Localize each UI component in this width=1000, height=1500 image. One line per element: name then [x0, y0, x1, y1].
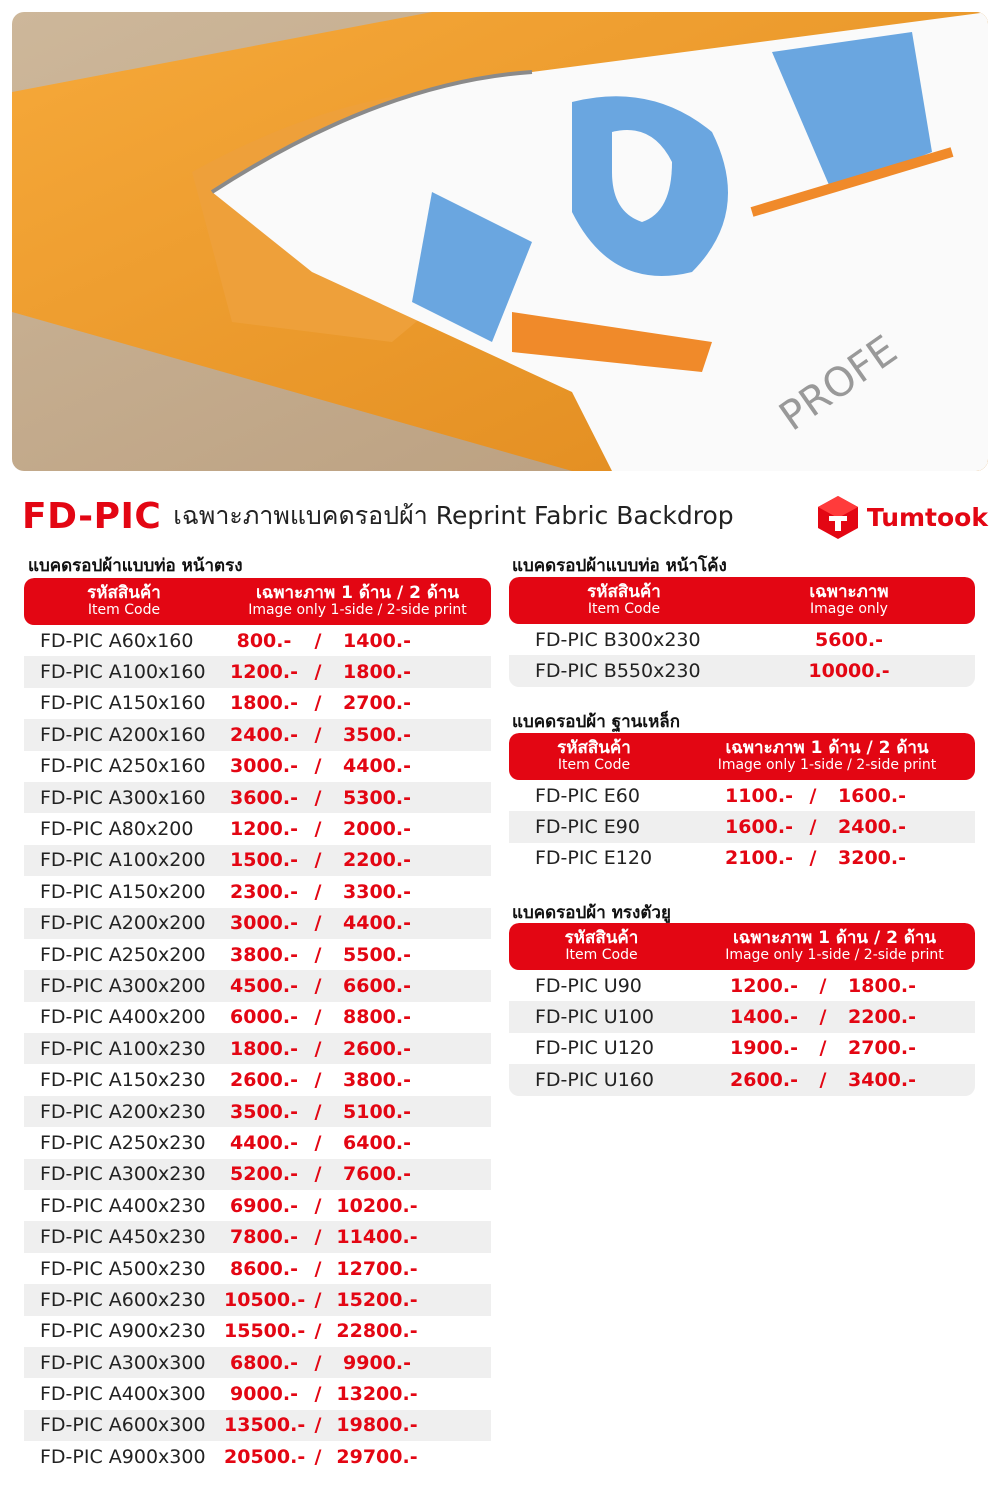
column-label: รหัสสินค้า [87, 583, 161, 604]
price-two-side: 5300.- [343, 786, 411, 809]
table-row [509, 970, 975, 1001]
item-code: FD-PIC A200x200 [40, 912, 206, 935]
brand-name: Tumtook [866, 502, 988, 532]
price-two-side: 3500.- [343, 723, 411, 746]
column-label: เฉพาะภาพ 1 ด้าน / 2 ด้าน [732, 928, 937, 949]
item-code: FD-PIC A100x160 [40, 661, 206, 684]
column-item-code [24, 578, 224, 625]
table-row [509, 811, 975, 842]
price-table-curved [509, 577, 975, 687]
item-code: FD-PIC A450x230 [40, 1226, 206, 1249]
table-header [509, 577, 975, 624]
price-one-side: 15500.- [224, 1320, 306, 1343]
item-code: FD-PIC A200x230 [40, 1100, 206, 1123]
price-one-side: 3600.- [230, 786, 298, 809]
item-code: FD-PIC B300x230 [535, 628, 701, 651]
table-body [24, 625, 491, 1473]
price-two-side: 6400.- [343, 1131, 411, 1154]
price-separator: / [314, 661, 322, 684]
price-separator: / [819, 1068, 827, 1091]
price-separator: / [314, 723, 322, 746]
price-separator: / [314, 974, 322, 997]
price-two-side: 2200.- [343, 849, 411, 872]
price-one-side: 5200.- [230, 1163, 298, 1186]
item-code: FD-PIC A100x200 [40, 849, 206, 872]
price-one-side: 2600.- [730, 1068, 798, 1091]
price-separator: / [314, 755, 322, 778]
column-label: รหัสสินค้า [564, 928, 639, 949]
item-code: FD-PIC A600x300 [40, 1414, 206, 1437]
price-one-side: 1800.- [230, 1037, 298, 1060]
price-table-steel-base [509, 733, 975, 874]
price-separator: / [819, 1037, 827, 1060]
item-code: FD-PIC E120 [535, 847, 653, 870]
price-one-side: 800.- [236, 629, 292, 652]
table-row [24, 1159, 491, 1190]
table-row [24, 625, 491, 656]
table-row [509, 624, 975, 655]
price-one-side: 6000.- [230, 1006, 298, 1029]
price-two-side: 7600.- [343, 1163, 411, 1186]
table-c-title: แบคดรอปผ้า ฐานเหล็ก [512, 712, 680, 732]
price-two-side: 6600.- [343, 974, 411, 997]
column-sublabel: Image only 1-side / 2-side print [248, 602, 467, 619]
price-separator: / [314, 1351, 322, 1374]
column-item-code [509, 577, 739, 624]
price-table-straight [24, 578, 491, 1473]
price-separator: / [314, 786, 322, 809]
table-row [24, 939, 491, 970]
price-one-side: 5600.- [815, 628, 883, 651]
item-code: FD-PIC U120 [535, 1037, 654, 1060]
table-row [24, 782, 491, 813]
price-separator: / [314, 818, 322, 841]
price-one-side: 2400.- [230, 723, 298, 746]
table-row [24, 970, 491, 1001]
item-code: FD-PIC A60x160 [40, 629, 194, 652]
price-one-side: 9000.- [230, 1383, 298, 1406]
price-two-side: 3800.- [343, 1069, 411, 1092]
price-separator: / [314, 629, 322, 652]
column-price [679, 733, 975, 780]
column-sublabel: Item Code [565, 947, 638, 964]
price-one-side: 1600.- [725, 816, 793, 839]
price-separator: / [314, 1445, 322, 1468]
table-row [24, 1127, 491, 1158]
tumtook-box-icon [815, 494, 861, 540]
table-d-title: แบคดรอปผ้า ทรงตัวยู [512, 903, 671, 923]
price-one-side: 1900.- [730, 1037, 798, 1060]
price-separator: / [314, 1006, 322, 1029]
price-two-side: 5500.- [343, 943, 411, 966]
product-subtitle: เฉพาะภาพแบคดรอปผ้า Reprint Fabric Backdrop [173, 501, 734, 530]
price-separator: / [314, 1288, 322, 1311]
price-one-side: 3500.- [230, 1100, 298, 1123]
table-row [24, 1190, 491, 1221]
price-one-side: 1100.- [725, 784, 793, 807]
table-row [24, 1253, 491, 1284]
table-row [509, 780, 975, 811]
item-code: FD-PIC U90 [535, 974, 642, 997]
item-code: FD-PIC A300x300 [40, 1351, 206, 1374]
column-sublabel: Item Code [87, 602, 161, 619]
price-one-side: 13500.- [224, 1414, 306, 1437]
price-separator: / [314, 1069, 322, 1092]
price-two-side: 5100.- [343, 1100, 411, 1123]
item-code: FD-PIC A150x160 [40, 692, 206, 715]
column-item-code [509, 733, 679, 780]
price-one-side: 1800.- [230, 692, 298, 715]
item-code: FD-PIC U160 [535, 1068, 654, 1091]
price-two-side: 3300.- [343, 880, 411, 903]
price-separator: / [314, 1194, 322, 1217]
table-b-title: แบคดรอปผ้าแบบท่อ หน้าโค้ง [512, 556, 727, 576]
table-row [24, 1316, 491, 1347]
price-two-side: 2200.- [848, 1006, 916, 1029]
item-code: FD-PIC A400x230 [40, 1194, 206, 1217]
column-sublabel: Item Code [557, 757, 631, 774]
svg-text:PROFE: PROFE [771, 326, 906, 441]
table-row [24, 876, 491, 907]
table-header [509, 733, 975, 780]
price-two-side: 19800.- [336, 1414, 418, 1437]
price-separator: / [314, 1037, 322, 1060]
price-two-side: 2000.- [343, 818, 411, 841]
price-separator: / [809, 847, 817, 870]
price-separator: / [314, 1131, 322, 1154]
price-separator: / [314, 1320, 322, 1343]
price-one-side: 3000.- [230, 755, 298, 778]
price-separator: / [314, 1100, 322, 1123]
table-row [24, 1221, 491, 1252]
table-body [509, 970, 975, 1096]
item-code: FD-PIC U100 [535, 1006, 654, 1029]
table-row [24, 1441, 491, 1472]
table-a-title: แบคดรอปผ้าแบบท่อ หน้าตรง [28, 556, 243, 576]
table-body [509, 780, 975, 874]
table-row [509, 655, 975, 686]
price-one-side: 20500.- [224, 1445, 306, 1468]
price-one-side: 1200.- [230, 661, 298, 684]
table-header [509, 923, 975, 970]
price-separator: / [314, 1414, 322, 1437]
price-two-side: 13200.- [336, 1383, 418, 1406]
table-row [509, 1033, 975, 1064]
price-two-side: 2600.- [343, 1037, 411, 1060]
price-separator: / [314, 1163, 322, 1186]
price-separator: / [314, 880, 322, 903]
price-separator: / [314, 849, 322, 872]
price-one-side: 6800.- [230, 1351, 298, 1374]
table-row [509, 843, 975, 874]
brand-logo [815, 494, 988, 540]
price-two-side: 1400.- [343, 629, 411, 652]
price-two-side: 12700.- [336, 1257, 418, 1280]
price-two-side: 1800.- [343, 661, 411, 684]
price-two-side: 22800.- [336, 1320, 418, 1343]
table-header [24, 578, 491, 625]
price-one-side: 1200.- [230, 818, 298, 841]
price-one-side: 3000.- [230, 912, 298, 935]
price-two-side: 3400.- [848, 1068, 916, 1091]
price-separator: / [314, 1257, 322, 1280]
price-one-side: 1500.- [230, 849, 298, 872]
column-sublabel: Image only [810, 601, 888, 618]
item-code: FD-PIC A400x200 [40, 1006, 206, 1029]
price-two-side: 10200.- [336, 1194, 418, 1217]
price-one-side: 1200.- [730, 974, 798, 997]
price-two-side: 15200.- [336, 1288, 418, 1311]
price-one-side: 3800.- [230, 943, 298, 966]
price-separator: / [314, 943, 322, 966]
column-price [224, 578, 491, 625]
table-row [24, 1033, 491, 1064]
item-code: FD-PIC A150x200 [40, 880, 206, 903]
table-row [24, 719, 491, 750]
table-row [24, 688, 491, 719]
price-separator: / [314, 692, 322, 715]
item-code: FD-PIC B550x230 [535, 660, 701, 683]
item-code: FD-PIC A100x230 [40, 1037, 206, 1060]
item-code: FD-PIC A300x230 [40, 1163, 206, 1186]
price-two-side: 29700.- [336, 1445, 418, 1468]
table-row [24, 813, 491, 844]
item-code: FD-PIC A300x160 [40, 786, 206, 809]
column-price [694, 923, 975, 970]
item-code: FD-PIC A150x230 [40, 1069, 206, 1092]
price-two-side: 4400.- [343, 755, 411, 778]
table-row [24, 1378, 491, 1409]
price-one-side: 7800.- [230, 1226, 298, 1249]
price-separator: / [819, 974, 827, 997]
item-code: FD-PIC A400x300 [40, 1383, 206, 1406]
item-code: FD-PIC A80x200 [40, 818, 194, 841]
price-separator: / [819, 1006, 827, 1029]
item-code: FD-PIC A250x230 [40, 1131, 206, 1154]
price-one-side: 10000.- [808, 660, 890, 683]
price-one-side: 4400.- [230, 1131, 298, 1154]
price-one-side: 2100.- [725, 847, 793, 870]
price-one-side: 1400.- [730, 1006, 798, 1029]
price-one-side: 2300.- [230, 880, 298, 903]
column-label: เฉพาะภาพ 1 ด้าน / 2 ด้าน [725, 738, 929, 759]
item-code: FD-PIC A500x230 [40, 1257, 206, 1280]
table-row [24, 908, 491, 939]
price-one-side: 2600.- [230, 1069, 298, 1092]
item-code: FD-PIC A900x230 [40, 1320, 206, 1343]
price-two-side: 3200.- [838, 847, 906, 870]
price-one-side: 10500.- [224, 1288, 306, 1311]
table-row [24, 1064, 491, 1095]
column-label: รหัสสินค้า [587, 582, 661, 603]
price-two-side: 9900.- [343, 1351, 411, 1374]
column-label: เฉพาะภาพ [809, 582, 889, 603]
price-one-side: 8600.- [230, 1257, 298, 1280]
column-price [739, 577, 959, 624]
price-separator: / [314, 912, 322, 935]
table-row [24, 751, 491, 782]
column-item-code [509, 923, 694, 970]
item-code: FD-PIC A250x200 [40, 943, 206, 966]
price-two-side: 2700.- [848, 1037, 916, 1060]
table-row [24, 1347, 491, 1378]
product-photo [12, 12, 988, 471]
table-row [24, 1284, 491, 1315]
column-sublabel: Image only 1-side / 2-side print [725, 947, 944, 964]
price-two-side: 1800.- [848, 974, 916, 997]
price-two-side: 4400.- [343, 912, 411, 935]
price-two-side: 2700.- [343, 692, 411, 715]
table-row [509, 1064, 975, 1095]
item-code: FD-PIC A250x160 [40, 755, 206, 778]
price-separator: / [809, 816, 817, 839]
item-code: FD-PIC E90 [535, 816, 640, 839]
price-table-u-shape [509, 923, 975, 1096]
price-two-side: 1600.- [838, 784, 906, 807]
item-code: FD-PIC A200x160 [40, 723, 206, 746]
column-sublabel: Item Code [587, 601, 661, 618]
table-row [24, 1410, 491, 1441]
table-row [24, 845, 491, 876]
price-two-side: 8800.- [343, 1006, 411, 1029]
price-separator: / [314, 1383, 322, 1406]
table-row [24, 1002, 491, 1033]
table-body [509, 624, 975, 687]
item-code: FD-PIC A300x200 [40, 974, 206, 997]
item-code: FD-PIC E60 [535, 784, 640, 807]
product-code: FD-PIC [22, 495, 162, 537]
price-two-side: 2400.- [838, 816, 906, 839]
column-label: รหัสสินค้า [557, 738, 631, 759]
price-one-side: 6900.- [230, 1194, 298, 1217]
price-separator: / [314, 1226, 322, 1249]
table-row [509, 1001, 975, 1032]
title-row [22, 488, 988, 544]
item-code: FD-PIC A900x300 [40, 1445, 206, 1468]
fabric-backdrop-photo [12, 12, 988, 471]
column-sublabel: Image only 1-side / 2-side print [717, 757, 937, 774]
price-separator: / [809, 784, 817, 807]
column-label: เฉพาะภาพ 1 ด้าน / 2 ด้าน [255, 583, 460, 604]
price-two-side: 11400.- [336, 1226, 418, 1249]
price-one-side: 4500.- [230, 974, 298, 997]
table-row [24, 1096, 491, 1127]
table-row [24, 656, 491, 687]
item-code: FD-PIC A600x230 [40, 1288, 206, 1311]
